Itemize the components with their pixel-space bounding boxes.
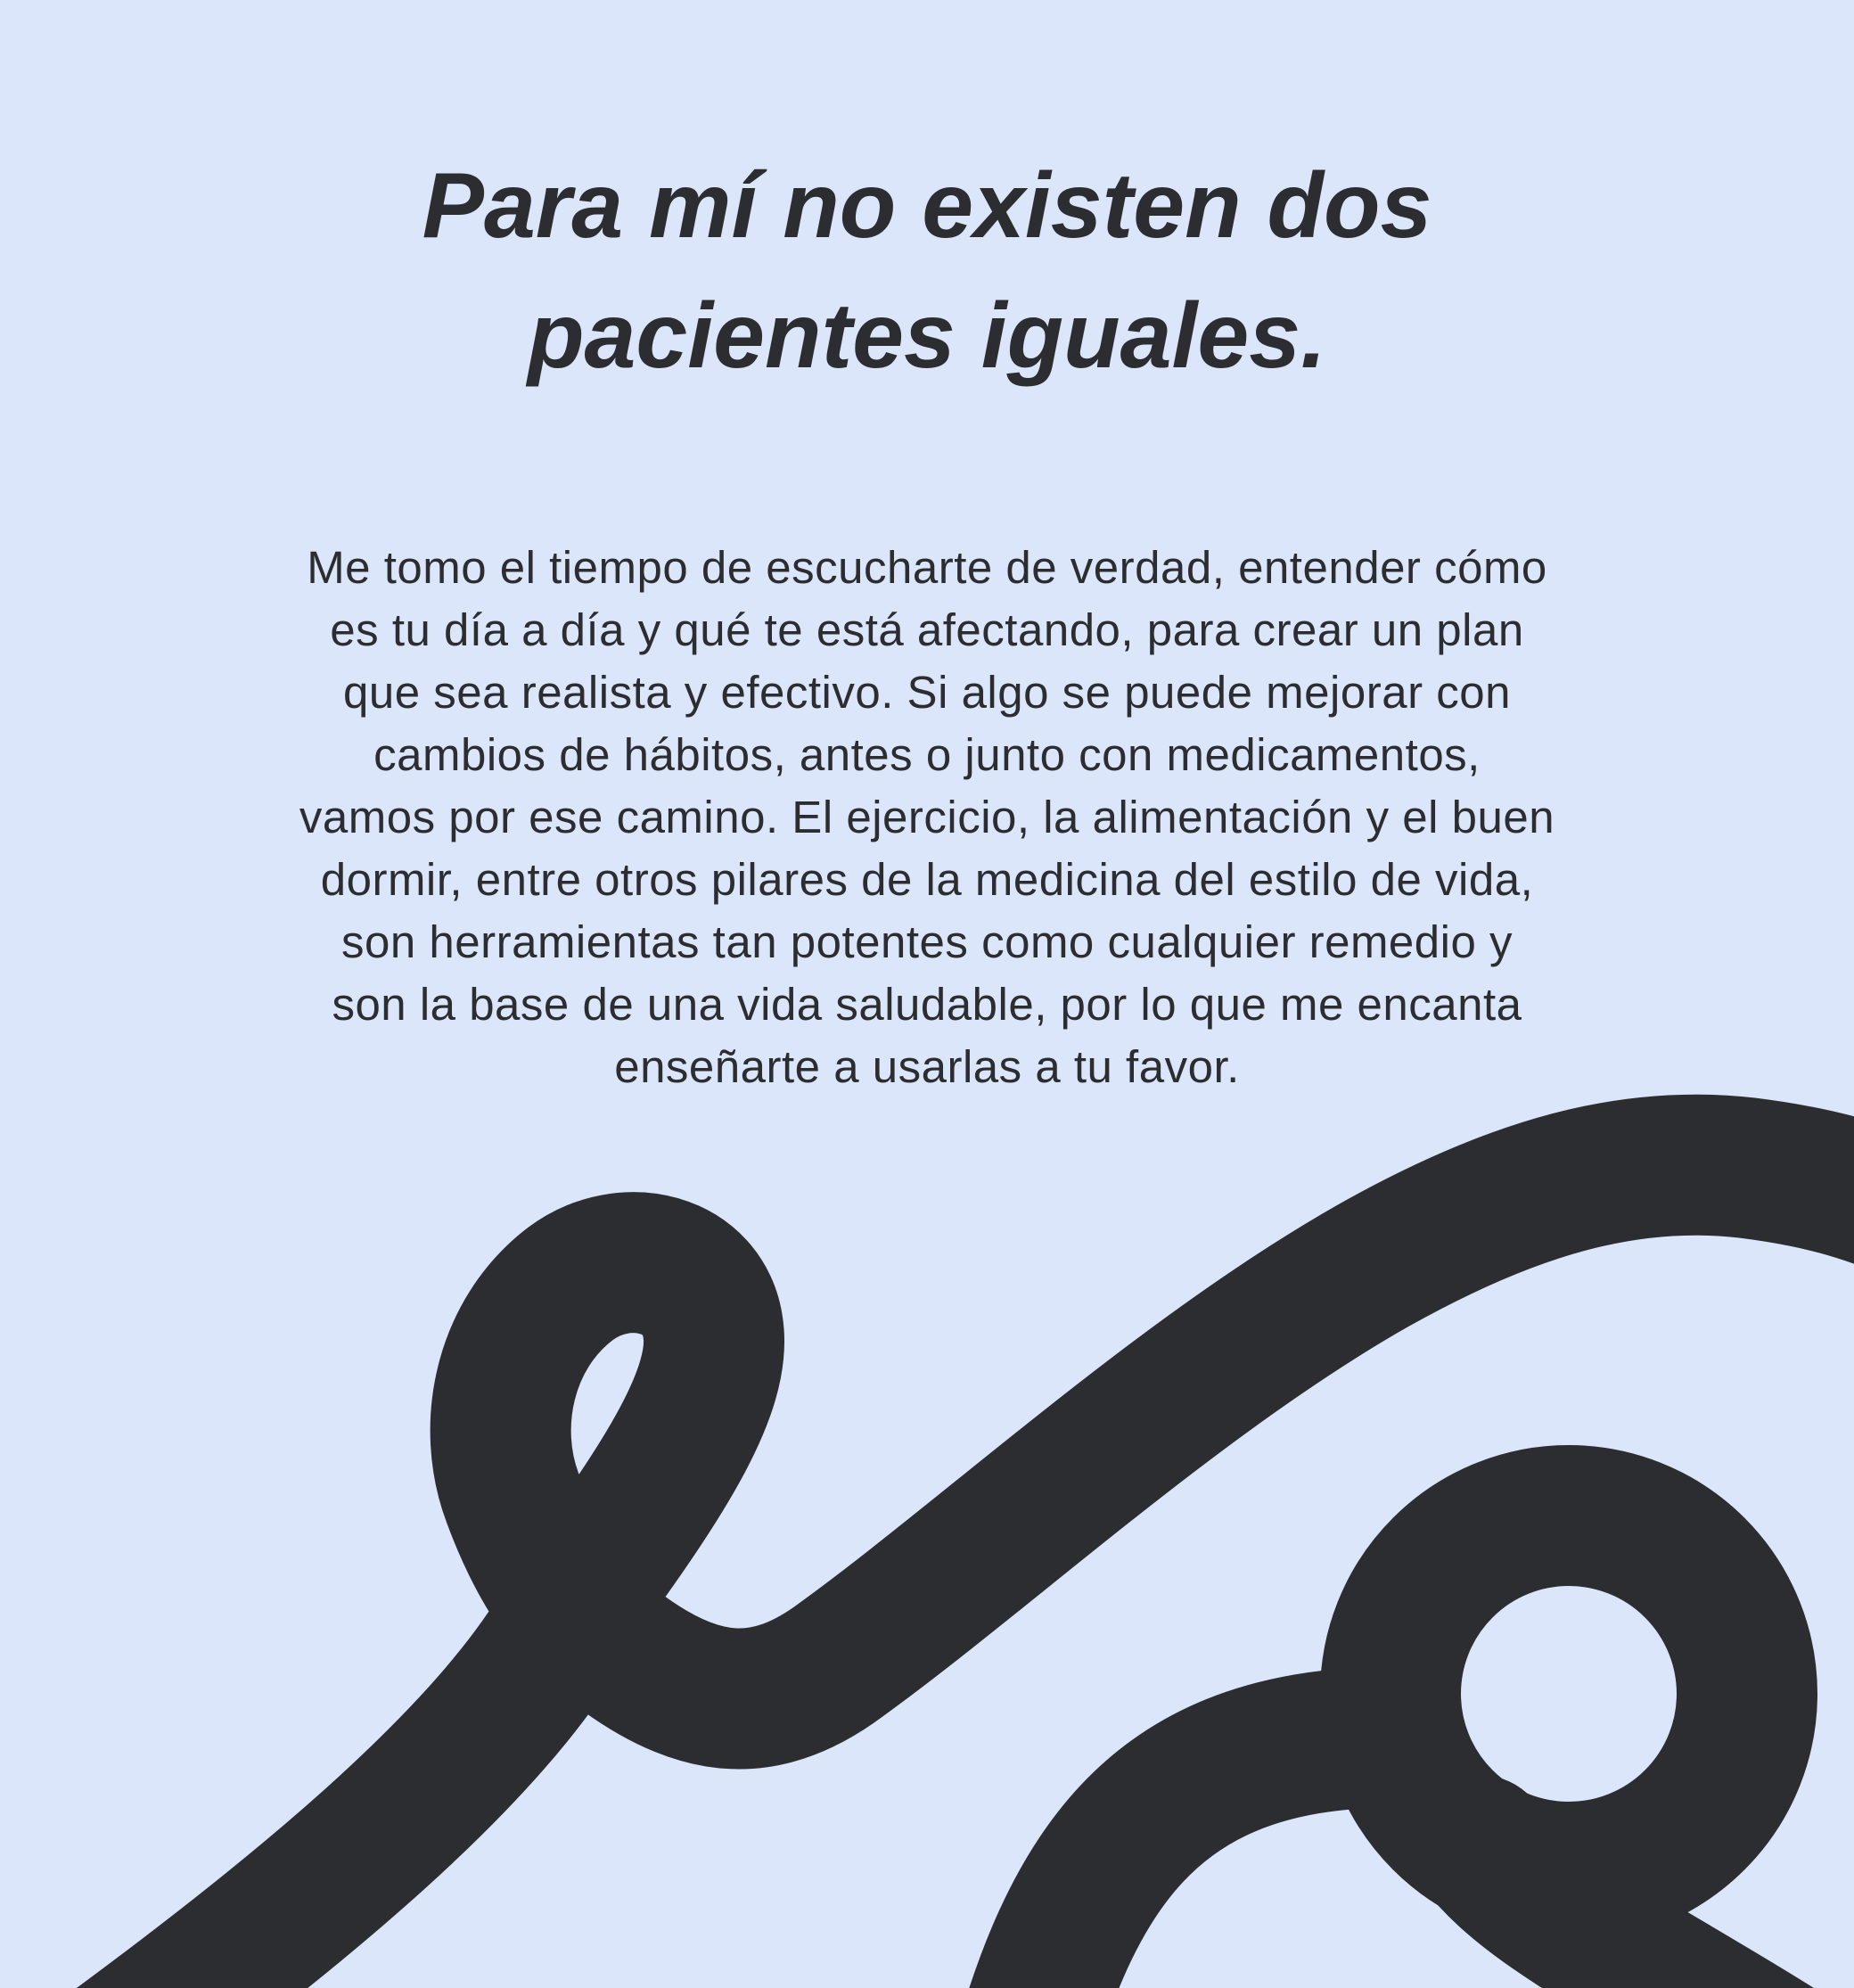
body-paragraph (232, 537, 1622, 1098)
body-line: es tu día a día y qué te está afectando, para crear un plan (330, 604, 1524, 655)
body-line: son la base de una vida saludable, por lo que me encanta (332, 979, 1522, 1030)
page-title (0, 141, 1854, 401)
body-line: son herramientas tan potentes como cualquier remedio y (340, 916, 1514, 967)
body-line: cambios de hábitos, antes o junto con medicamentos, (373, 729, 1481, 780)
body-line: enseñarte a usarlas a tu favor. (614, 1041, 1240, 1092)
page-title-line-1: Para mí no existen dos (422, 154, 1432, 258)
body-line: dormir, entre otros pilares de la medicina del estilo de vida, (320, 854, 1534, 905)
body-line: que sea realista y efectivo. Si algo se puede mejorar con (343, 667, 1511, 718)
squiggle-wave-loop-path (0, 1165, 1854, 1988)
body-line: Me tomo el tiempo de escucharte de verdad, entender cómo (307, 542, 1547, 593)
squiggle-ring-exit-path (1480, 1845, 1836, 1988)
squiggle-ring-entry-path (1014, 1738, 1355, 1988)
squiggle-ring (1390, 1516, 1747, 1872)
page-title-line-2: pacientes iguales. (528, 284, 1326, 388)
body-line: vamos por ese camino. El ejercicio, la alimentación y el buen (299, 792, 1555, 842)
